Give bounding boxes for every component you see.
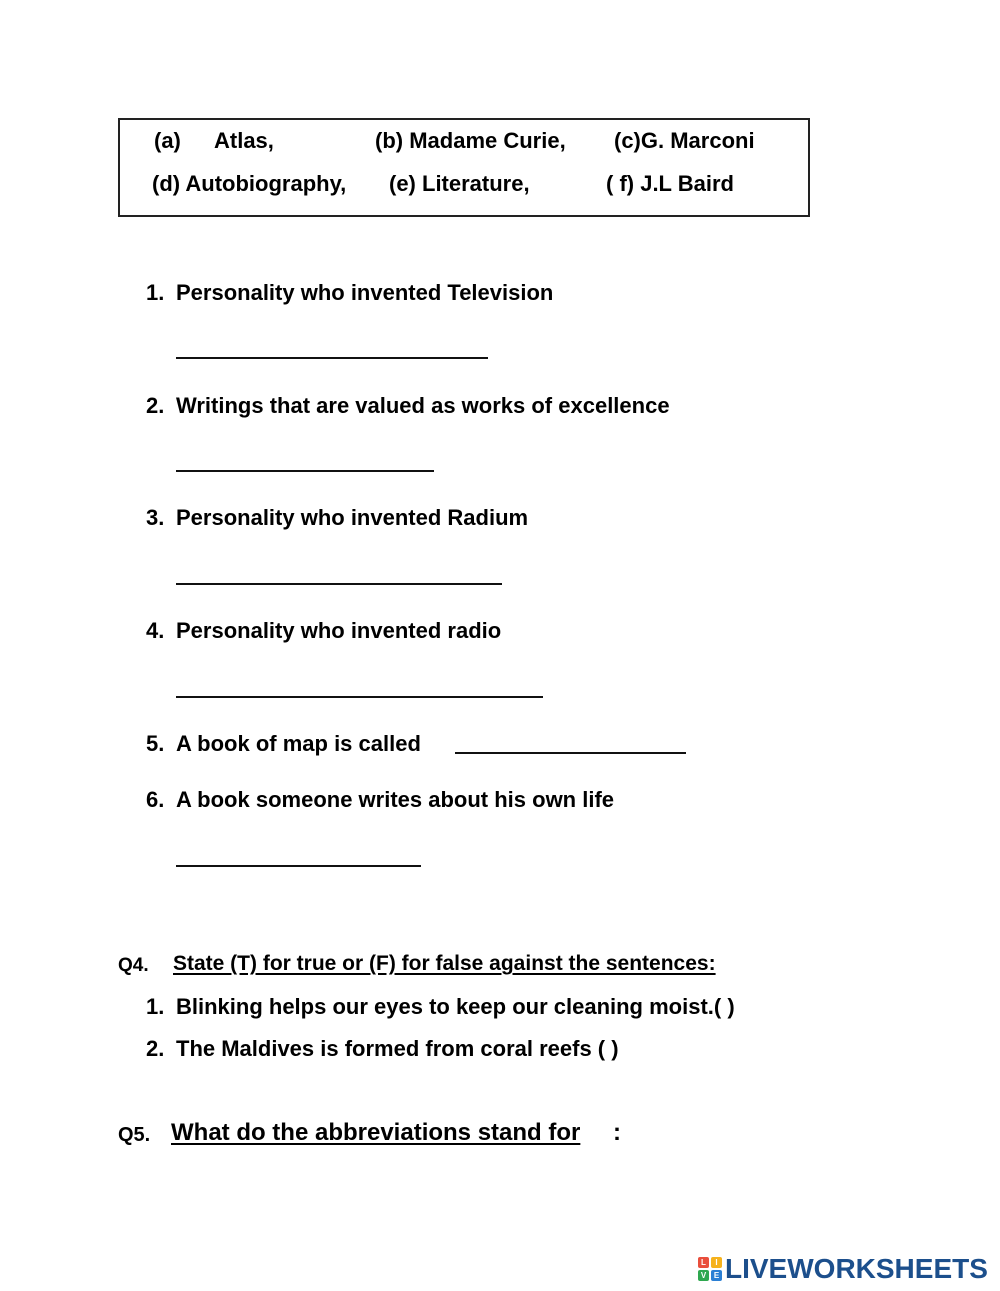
question-text: Personality who invented Radium xyxy=(176,505,529,530)
question-number: 1. xyxy=(146,280,165,305)
question-text: Personality who invented radio xyxy=(176,618,502,643)
question-text: Personality who invented Television xyxy=(176,280,554,305)
question-number: 6. xyxy=(146,787,165,812)
liveworksheets-logo xyxy=(698,1254,988,1284)
q5-label: Q5. xyxy=(118,1124,151,1146)
answer-blank[interactable] xyxy=(176,470,434,472)
question-number: 4. xyxy=(146,618,165,643)
q4-heading: State (T) for true or (F) for false against the sentences: xyxy=(173,952,716,975)
option-a-label: (a) xyxy=(154,128,181,153)
question-text: Writings that are valued as works of excellence xyxy=(176,393,670,418)
tf-item-number: 2. xyxy=(146,1036,165,1061)
logo-mark-cell: I xyxy=(711,1257,722,1268)
logo-mark-cell: L xyxy=(698,1257,709,1268)
answer-blank[interactable] xyxy=(176,357,488,359)
logo-mark-cell: V xyxy=(698,1270,709,1281)
tf-item-text[interactable]: The Maldives is formed from coral reefs ( ) xyxy=(176,1036,619,1061)
tf-item-text[interactable]: Blinking helps our eyes to keep our cleaning moist.( ) xyxy=(176,994,735,1019)
question-text: A book of map is called xyxy=(176,731,421,756)
question-text: A book someone writes about his own life xyxy=(176,787,615,812)
option-e: (e) Literature, xyxy=(389,171,530,196)
option-f: ( f) J.L Baird xyxy=(606,171,734,196)
answer-blank[interactable] xyxy=(176,865,421,867)
question-number: 3. xyxy=(146,505,165,530)
q5-heading: What do the abbreviations stand for xyxy=(171,1119,581,1146)
option-b: (b) Madame Curie, xyxy=(375,128,566,153)
option-c: (c)G. Marconi xyxy=(614,128,755,153)
question-number: 2. xyxy=(146,393,165,418)
question-number: 5. xyxy=(146,731,165,756)
option-a-text: Atlas, xyxy=(214,128,274,153)
tf-item-number: 1. xyxy=(146,994,165,1019)
option-d: (d) Autobiography, xyxy=(152,171,347,196)
answer-blank[interactable] xyxy=(176,696,543,698)
brand-name: LIVEWORKSHEETS xyxy=(725,1253,988,1284)
logo-mark-cell: E xyxy=(711,1270,722,1281)
answer-blank[interactable] xyxy=(176,583,502,585)
liveworksheets-mark-icon xyxy=(698,1257,722,1281)
answer-blank[interactable] xyxy=(455,752,686,754)
q5-colon: : xyxy=(613,1119,621,1146)
q4-label: Q4. xyxy=(118,955,149,976)
